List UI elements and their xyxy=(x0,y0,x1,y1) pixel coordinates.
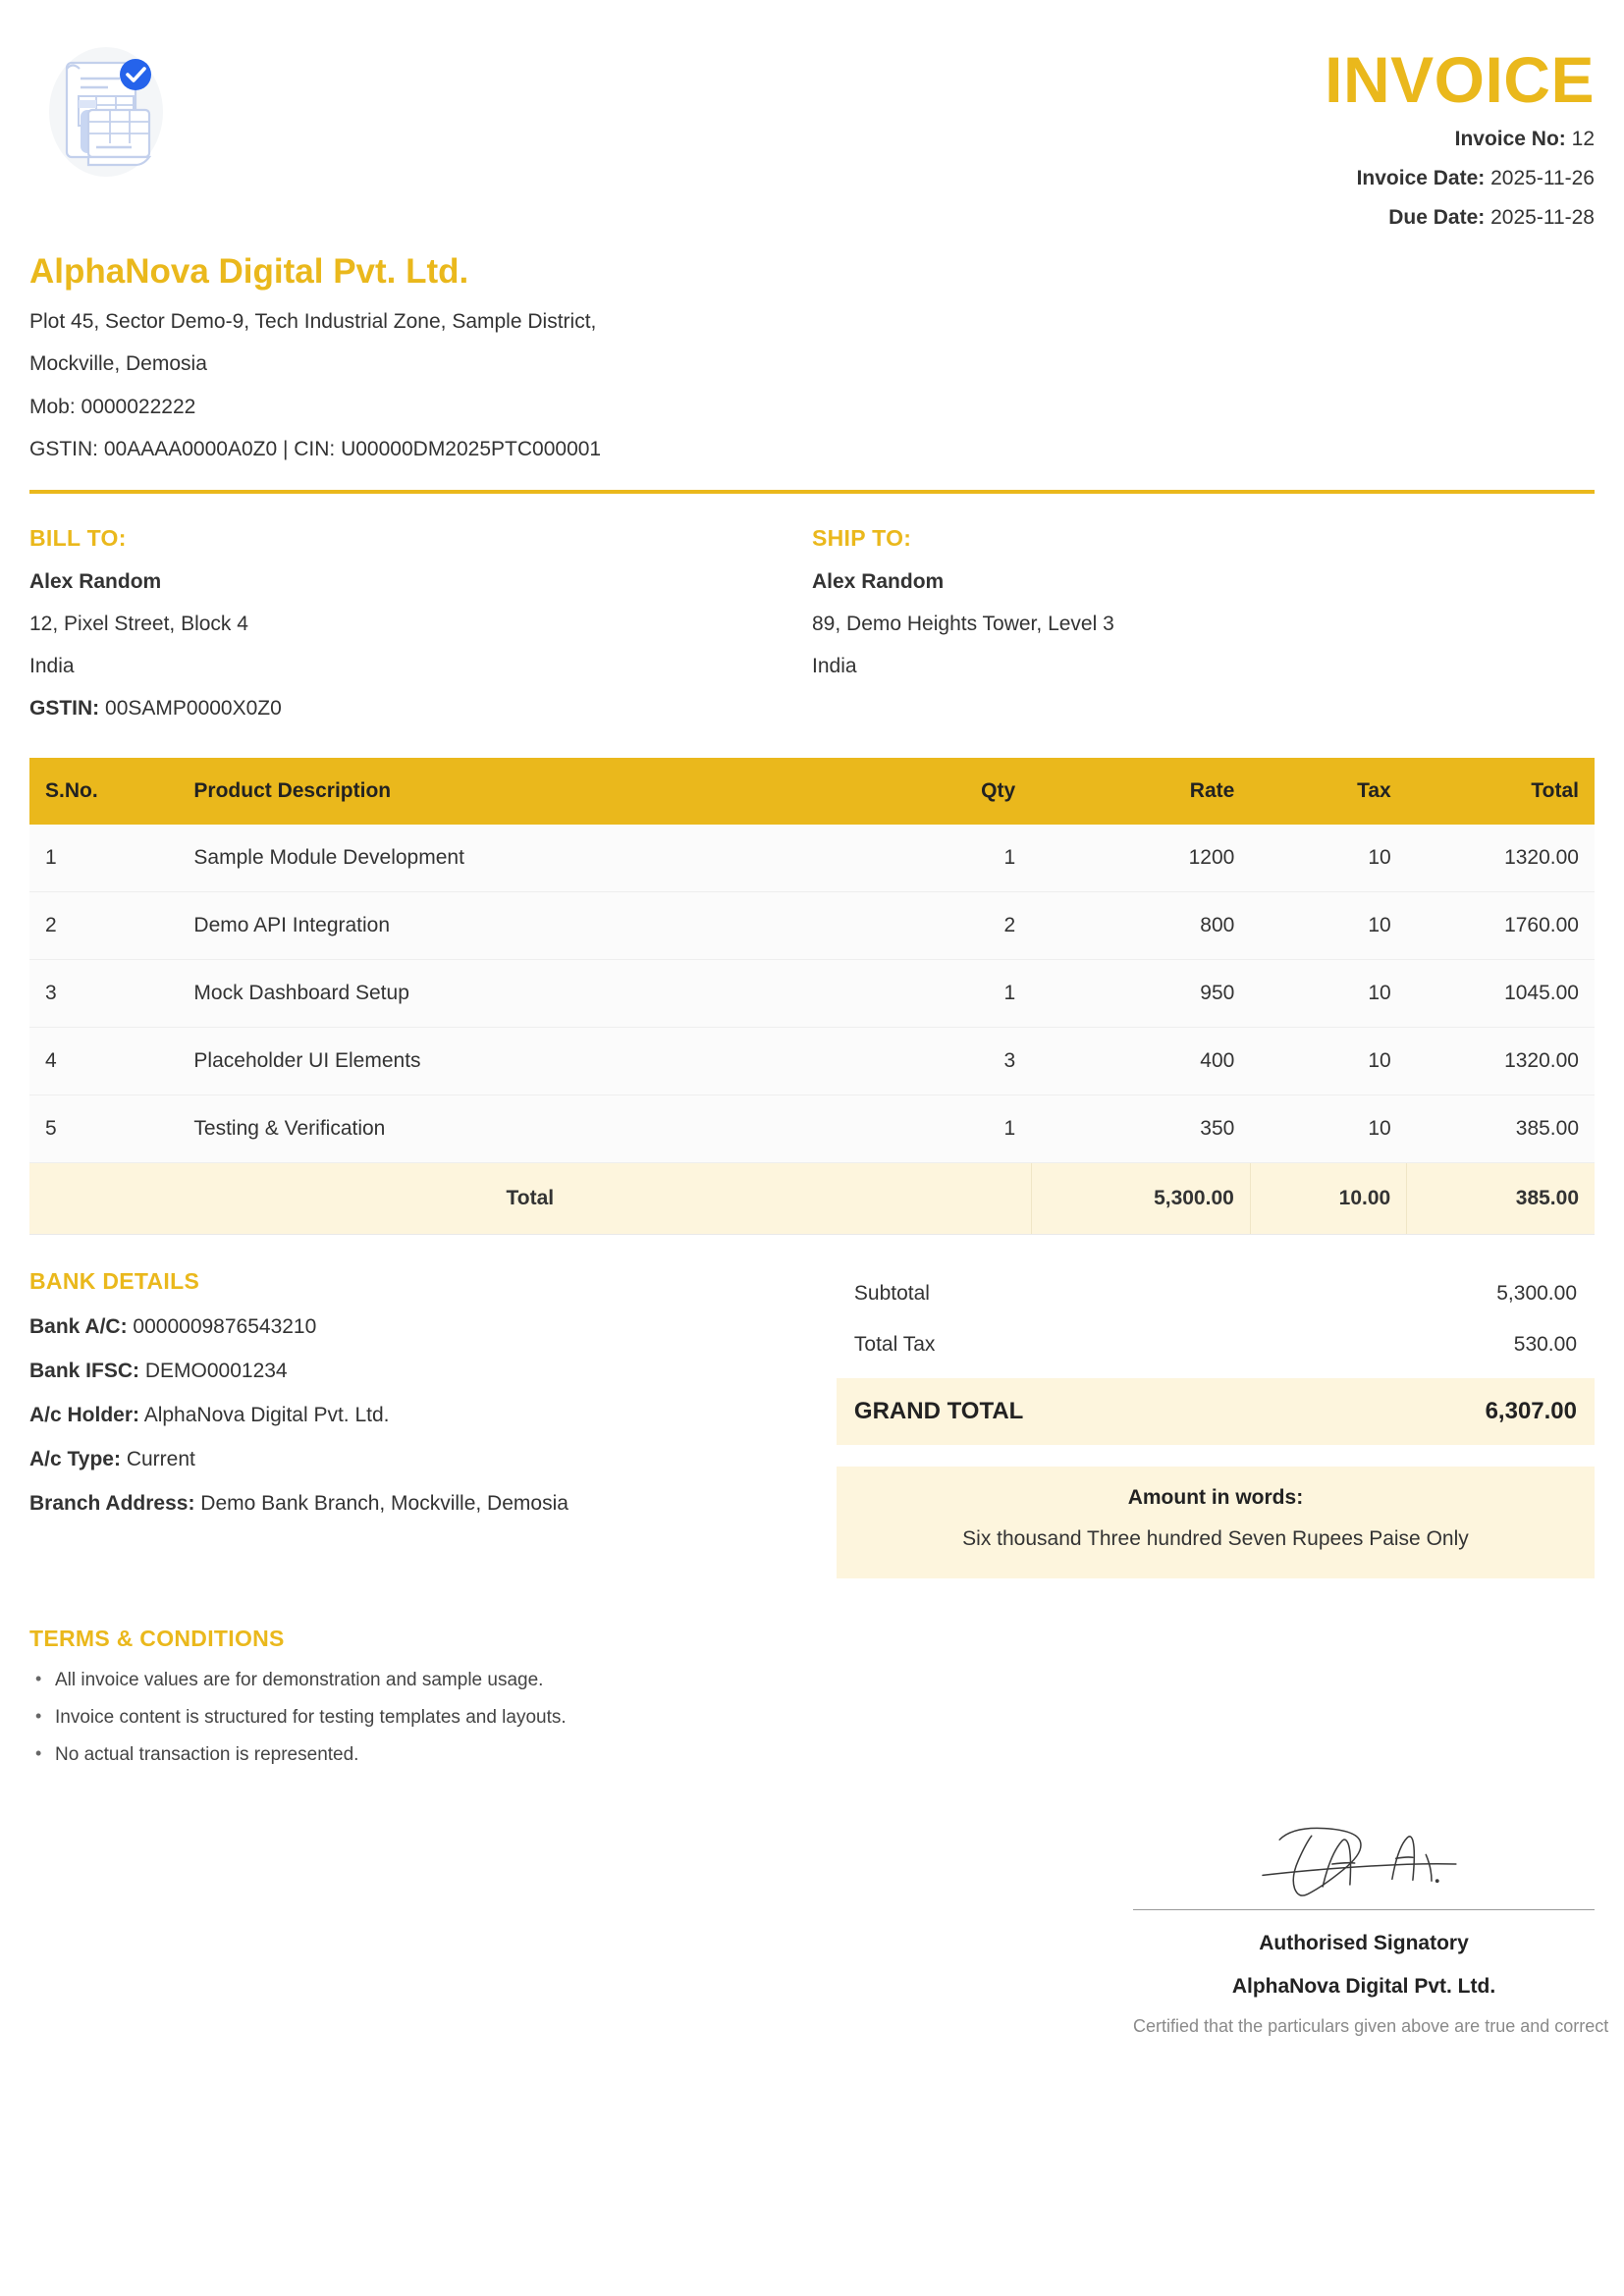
table-footer xyxy=(29,1163,1595,1235)
invoice-header xyxy=(29,33,1595,230)
cell-tax: 10 xyxy=(1250,960,1406,1028)
company-address-line-1: Plot 45, Sector Demo-9, Tech Industrial Zone, Sample District, xyxy=(29,310,597,333)
cell-total: 1320.00 xyxy=(1407,1028,1595,1095)
due-date-value: 2025-11-28 xyxy=(1490,206,1595,229)
bank-type-value: Current xyxy=(126,1448,195,1470)
cell-total: 1320.00 xyxy=(1407,825,1595,892)
bill-to-gstin-value: 00SAMP0000X0Z0 xyxy=(105,697,282,720)
table-row xyxy=(29,960,1595,1028)
amount-in-words-text: Six thousand Three hundred Seven Rupees Paise Only xyxy=(962,1527,1469,1550)
cell-rate: 1200 xyxy=(1031,825,1250,892)
cell-tax: 10 xyxy=(1250,1095,1406,1163)
table-row xyxy=(29,892,1595,960)
parties-section xyxy=(29,525,1595,721)
list-item: • All invoice values are for demonstration and sample usage. xyxy=(29,1670,891,1691)
bank-branch-label: Branch Address: xyxy=(29,1492,195,1515)
company-mobile: Mob: 0000022222 xyxy=(29,395,196,418)
table-header xyxy=(29,758,1595,825)
subtotal-value: 5,300.00 xyxy=(1496,1282,1577,1305)
bank-holder-value: AlphaNova Digital Pvt. Ltd. xyxy=(143,1404,390,1426)
terms-and-conditions xyxy=(29,1626,891,1766)
invoice-number-label: Invoice No: xyxy=(1454,128,1566,150)
signature-block xyxy=(1133,1821,1609,2037)
ship-to-name: Alex Random xyxy=(812,570,945,593)
bank-account-row xyxy=(29,1315,797,1339)
footer-amount-total: 385.00 xyxy=(1407,1163,1595,1235)
footer-tax-total: 10.00 xyxy=(1250,1163,1406,1235)
ship-to-block xyxy=(812,525,1595,721)
cell-total: 1760.00 xyxy=(1407,892,1595,960)
cell-sno: 2 xyxy=(29,892,178,960)
invoice-document-check-illustration-icon xyxy=(29,33,187,190)
bank-ifsc-value: DEMO0001234 xyxy=(144,1360,288,1382)
grand-total-value: 6,307.00 xyxy=(1485,1398,1577,1424)
column-header-sno: S.No. xyxy=(29,758,178,825)
invoice-meta-block xyxy=(1325,33,1595,230)
table-total-row xyxy=(29,1163,1595,1235)
bank-holder-label: A/c Holder: xyxy=(29,1404,140,1426)
bank-account-label: Bank A/C: xyxy=(29,1315,128,1338)
terms-list xyxy=(29,1670,891,1766)
bank-branch-value: Demo Bank Branch, Mockville, Demosia xyxy=(200,1492,568,1515)
list-item: • Invoice content is structured for testing templates and layouts. xyxy=(29,1707,891,1729)
total-tax-label: Total Tax xyxy=(853,1333,936,1356)
invoice-date-label: Invoice Date: xyxy=(1356,167,1486,189)
invoice-number-row xyxy=(1325,128,1595,151)
ship-to-heading: SHIP TO: xyxy=(812,525,912,551)
bank-details-heading: BANK DETAILS xyxy=(29,1268,200,1294)
cell-total: 1045.00 xyxy=(1407,960,1595,1028)
amount-in-words-title: Amount in words: xyxy=(1127,1486,1304,1509)
grand-total-row xyxy=(837,1378,1595,1445)
table-row xyxy=(29,1028,1595,1095)
list-item: • No actual transaction is represented. xyxy=(29,1744,891,1766)
amount-in-words-box xyxy=(837,1467,1595,1578)
bank-ifsc-row xyxy=(29,1360,797,1383)
bill-to-gstin-label: GSTIN: xyxy=(29,697,100,720)
bank-type-row xyxy=(29,1448,797,1471)
company-name: AlphaNova Digital Pvt. Ltd. xyxy=(29,252,469,291)
subtotal-row xyxy=(837,1268,1595,1319)
table-header-row xyxy=(29,758,1595,825)
signature-line xyxy=(1133,1909,1595,1910)
cell-sno: 5 xyxy=(29,1095,178,1163)
bill-to-name: Alex Random xyxy=(29,570,162,593)
header-divider xyxy=(29,490,1595,494)
cell-rate: 400 xyxy=(1031,1028,1250,1095)
table-row xyxy=(29,1095,1595,1163)
company-logo xyxy=(29,33,187,190)
ship-to-country: India xyxy=(812,655,857,677)
cell-tax: 10 xyxy=(1250,892,1406,960)
grand-total-label: GRAND TOTAL xyxy=(853,1398,1024,1424)
company-details xyxy=(29,251,1595,462)
signatory-company-name: AlphaNova Digital Pvt. Ltd. xyxy=(1231,1974,1496,1998)
company-identifiers: GSTIN: 00AAAA0000A0Z0 | CIN: U00000DM2025PTC000001 xyxy=(29,437,602,460)
cell-qty: 1 xyxy=(812,825,1031,892)
table-row xyxy=(29,825,1595,892)
handwritten-signature-icon xyxy=(1242,1821,1486,1905)
invoice-date-row xyxy=(1325,167,1595,190)
bill-to-heading: BILL TO: xyxy=(29,525,127,551)
table-body xyxy=(29,825,1595,1163)
bank-details-block xyxy=(29,1268,797,1578)
bank-ifsc-label: Bank IFSC: xyxy=(29,1360,140,1382)
total-tax-value: 530.00 xyxy=(1513,1333,1577,1356)
bill-to-gstin xyxy=(29,697,783,721)
cell-rate: 800 xyxy=(1031,892,1250,960)
cell-description: Placeholder UI Elements xyxy=(178,1028,812,1095)
bill-to-country: India xyxy=(29,655,75,677)
bank-account-value: 0000009876543210 xyxy=(133,1315,317,1338)
line-items-table xyxy=(29,758,1595,1235)
bank-holder-row xyxy=(29,1404,797,1427)
cell-description: Sample Module Development xyxy=(178,825,812,892)
cell-sno: 4 xyxy=(29,1028,178,1095)
invoice-date-value: 2025-11-26 xyxy=(1490,167,1595,189)
bill-to-address: 12, Pixel Street, Block 4 xyxy=(29,613,248,635)
lower-section xyxy=(29,1268,1595,1578)
cell-sno: 1 xyxy=(29,825,178,892)
terms-heading: TERMS & CONDITIONS xyxy=(29,1625,285,1651)
bill-to-block xyxy=(29,525,812,721)
bank-type-label: A/c Type: xyxy=(29,1448,121,1470)
due-date-label: Due Date: xyxy=(1388,206,1486,229)
cell-description: Testing & Verification xyxy=(178,1095,812,1163)
page-title: INVOICE xyxy=(1325,43,1595,116)
cell-rate: 350 xyxy=(1031,1095,1250,1163)
cell-total: 385.00 xyxy=(1407,1095,1595,1163)
subtotal-label: Subtotal xyxy=(853,1282,930,1305)
signature-area xyxy=(29,1821,1609,2037)
column-header-description: Product Description xyxy=(178,758,812,825)
footer-rate-total: 5,300.00 xyxy=(1031,1163,1250,1235)
cell-tax: 10 xyxy=(1250,825,1406,892)
cell-qty: 3 xyxy=(812,1028,1031,1095)
due-date-row xyxy=(1325,206,1595,230)
column-header-total: Total xyxy=(1407,758,1595,825)
cell-qty: 1 xyxy=(812,1095,1031,1163)
company-address-line-2: Mockville, Demosia xyxy=(29,352,207,376)
certified-statement: Certified that the particulars given above are true and correct xyxy=(1133,2015,1609,2036)
column-header-tax: Tax xyxy=(1250,758,1406,825)
totals-summary-block xyxy=(827,1268,1595,1578)
cell-sno: 3 xyxy=(29,960,178,1028)
bank-branch-row xyxy=(29,1492,797,1516)
cell-tax: 10 xyxy=(1250,1028,1406,1095)
footer-total-label: Total xyxy=(29,1163,1031,1235)
cell-description: Mock Dashboard Setup xyxy=(178,960,812,1028)
ship-to-address: 89, Demo Heights Tower, Level 3 xyxy=(812,613,1114,635)
invoice-number-value: 12 xyxy=(1571,128,1595,150)
cell-qty: 2 xyxy=(812,892,1031,960)
column-header-qty: Qty xyxy=(812,758,1031,825)
total-tax-row xyxy=(837,1319,1595,1370)
cell-qty: 1 xyxy=(812,960,1031,1028)
column-header-rate: Rate xyxy=(1031,758,1250,825)
authorised-signatory-label: Authorised Signatory xyxy=(1259,1931,1469,1954)
cell-description: Demo API Integration xyxy=(178,892,812,960)
cell-rate: 950 xyxy=(1031,960,1250,1028)
